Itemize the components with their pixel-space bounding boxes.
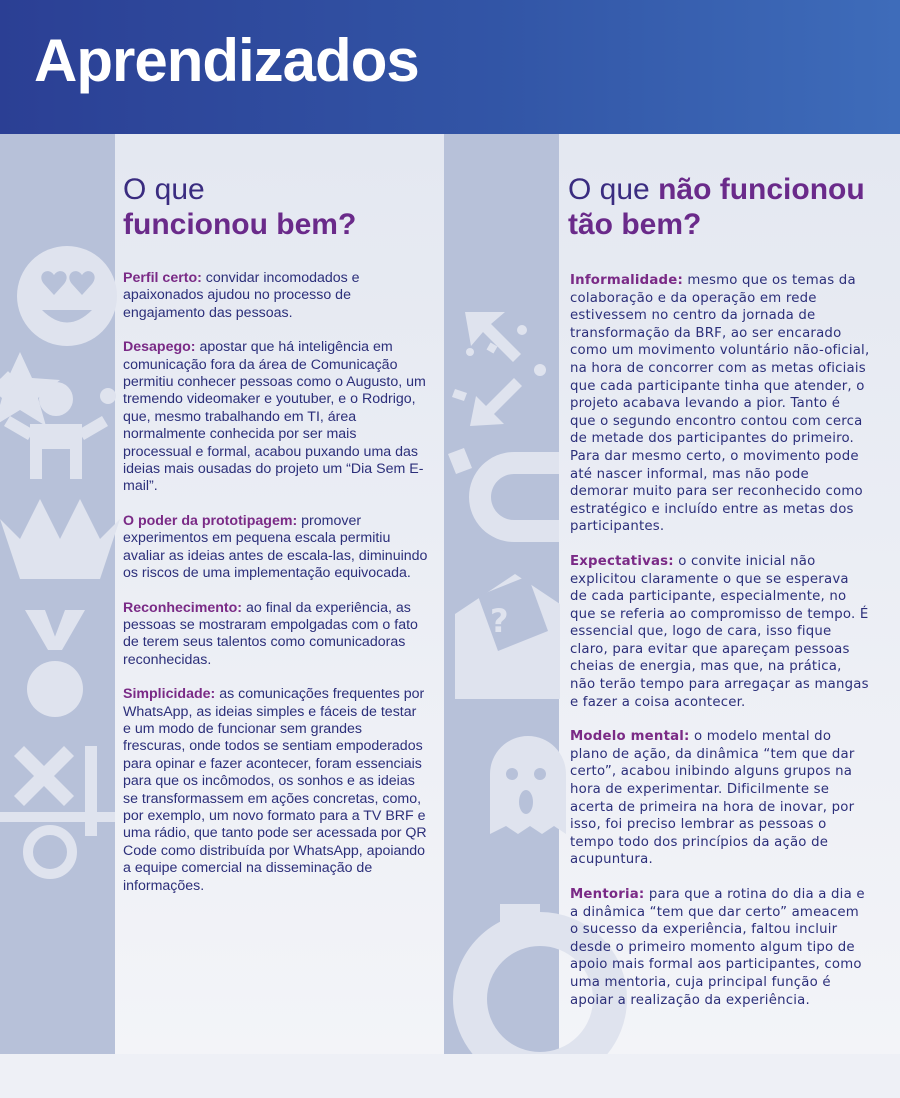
magnet-icon bbox=[448, 448, 559, 542]
lesson-text: apostar que há inteligência em comunicação fora da área de Comunicação permitiu conhecer pessoas como o Augusto, um tremendo videomaker e youtuber, e o Rodrigo, que, mesmo trabalhando em TI, área normalmente conhecida por ser mais processual e formal, acabou puxando uma das ideias mais ousadas do projeto um “Dia Sem E-mail”. bbox=[123, 339, 426, 495]
envelope-question-icon bbox=[455, 574, 560, 699]
lesson-text: convidar incomodados e apaixonados ajudou no processo de engajamento das pessoas. bbox=[123, 270, 360, 321]
lesson-term: Desapego: bbox=[123, 339, 196, 356]
lesson-term: Expectativas: bbox=[570, 553, 674, 569]
lesson-text: ao final da experiência, as pessoas se mostraram empolgadas com o fato de terem seus talentos como comunicadoras reconhecidas. bbox=[123, 599, 418, 668]
lesson-text: o convite inicial não explicitou claramente o que se esperava de cada participante, especialmente, no que se referia ao compromisso de tempo. É essencial que, logo de cara, isso fique claro, para evitar que apareçam pessoas cheias de energia, mas que, na prática, não terão tempo para arregaçar as mangas e fazer a coisa acontecer. bbox=[570, 553, 869, 710]
lesson-term: Modelo mental: bbox=[570, 729, 690, 745]
arrows-icon bbox=[465, 312, 522, 426]
tic-tac-toe-icon bbox=[0, 746, 115, 874]
page-header bbox=[0, 0, 900, 134]
lesson-paragraph bbox=[123, 513, 428, 583]
lesson-text: o modelo mental do plano de ação, da dinâmica “tem que dar certo”, acabou inibindo alguns grupos na hora de experimentar. Dificilmente se acerta de primeira na hora de inovar, por isso, foi preciso lembrar as pessoas o tempo todo dos princípios da ação de acupuntura. bbox=[570, 729, 855, 868]
lesson-text: as comunicações frequentes por WhatsApp, as ideias simples e fáceis de testar e um modo de funcionar sem grandes frescuras, onde todos se sentiam empoderados para opinar e fazer acontecer, foram essenciais para que os incômodos, os sonhos e as ideias se transformassem em ações concretas, como, por exemplo, um novo formato para a TV BRF e uma rádio, que tanto pode ser acessada por QR Code como distribuída por WhatsApp, apoiando a equipe comercial na disseminação de informações. bbox=[123, 686, 427, 894]
lesson-term: Perfil certo: bbox=[123, 270, 202, 286]
lesson-text: mesmo que os temas da colaboração e da operação em rede estivessem no centro da jornada de transformação da BRF, ao ser encarado como um movimento voluntário não-oficial, na hora de concorrer com as metas oficiais que cada participante tinha que atender, o projeto acabava levando a pior. Tanto é que o segundo encontro contou com cerca de metade dos participantes do primeiro. Para dar mesmo certo, o movimento pode até nascer informal, mas não pode demorar muito para ser reconhecido como estratégico e incluído entre as metas dos participantes. bbox=[570, 273, 870, 535]
paper-boat-icon bbox=[0, 499, 120, 579]
right-column-title bbox=[568, 172, 898, 242]
lesson-paragraph bbox=[123, 600, 428, 670]
right-column-body bbox=[570, 272, 870, 1026]
lesson-paragraph bbox=[570, 272, 870, 536]
ghost-scream-icon bbox=[490, 736, 566, 834]
left-title-line2: funcionou bem? bbox=[123, 208, 357, 241]
left-column-body bbox=[123, 270, 428, 912]
right-title-bold1: não funcionou bbox=[658, 173, 865, 206]
lesson-term: O poder da prototipagem: bbox=[123, 512, 298, 529]
lesson-paragraph bbox=[570, 886, 870, 1009]
page-title: Aprendizados bbox=[34, 27, 419, 94]
lesson-paragraph bbox=[570, 728, 870, 869]
medal-icon bbox=[25, 610, 85, 717]
smiley-heart-eyes-icon bbox=[17, 246, 117, 346]
lesson-term: Simplicidade: bbox=[123, 686, 216, 703]
lesson-paragraph bbox=[123, 686, 428, 895]
lesson-paragraph bbox=[123, 270, 428, 322]
left-column-title bbox=[123, 172, 443, 242]
lesson-term: Mentoria: bbox=[570, 887, 645, 902]
right-title-bold2: tão bem? bbox=[568, 208, 702, 241]
lesson-term: Informalidade: bbox=[570, 273, 683, 288]
lesson-text: para que a rotina do dia a dia e a dinâmica “tem que dar certo” ameacem o sucesso da experiência, faltou incluir desde o primeiro momento algum tipo de apoio mais formal aos participantes, como uma mentoria, cuja principal função é apoiar a realização da experiência. bbox=[570, 887, 865, 1008]
lesson-paragraph bbox=[123, 339, 428, 496]
lesson-text: promover experimentos em pequena escala permitiu avaliar as ideias antes de escala-las, diminuindo os riscos de uma implementação equivocada. bbox=[123, 512, 428, 582]
lesson-term: Reconhecimento: bbox=[123, 599, 243, 616]
left-title-line1: O que bbox=[123, 173, 205, 206]
svg-text:?: ? bbox=[490, 602, 509, 640]
lesson-paragraph bbox=[570, 553, 870, 711]
right-title-prefix: O que bbox=[568, 173, 659, 206]
